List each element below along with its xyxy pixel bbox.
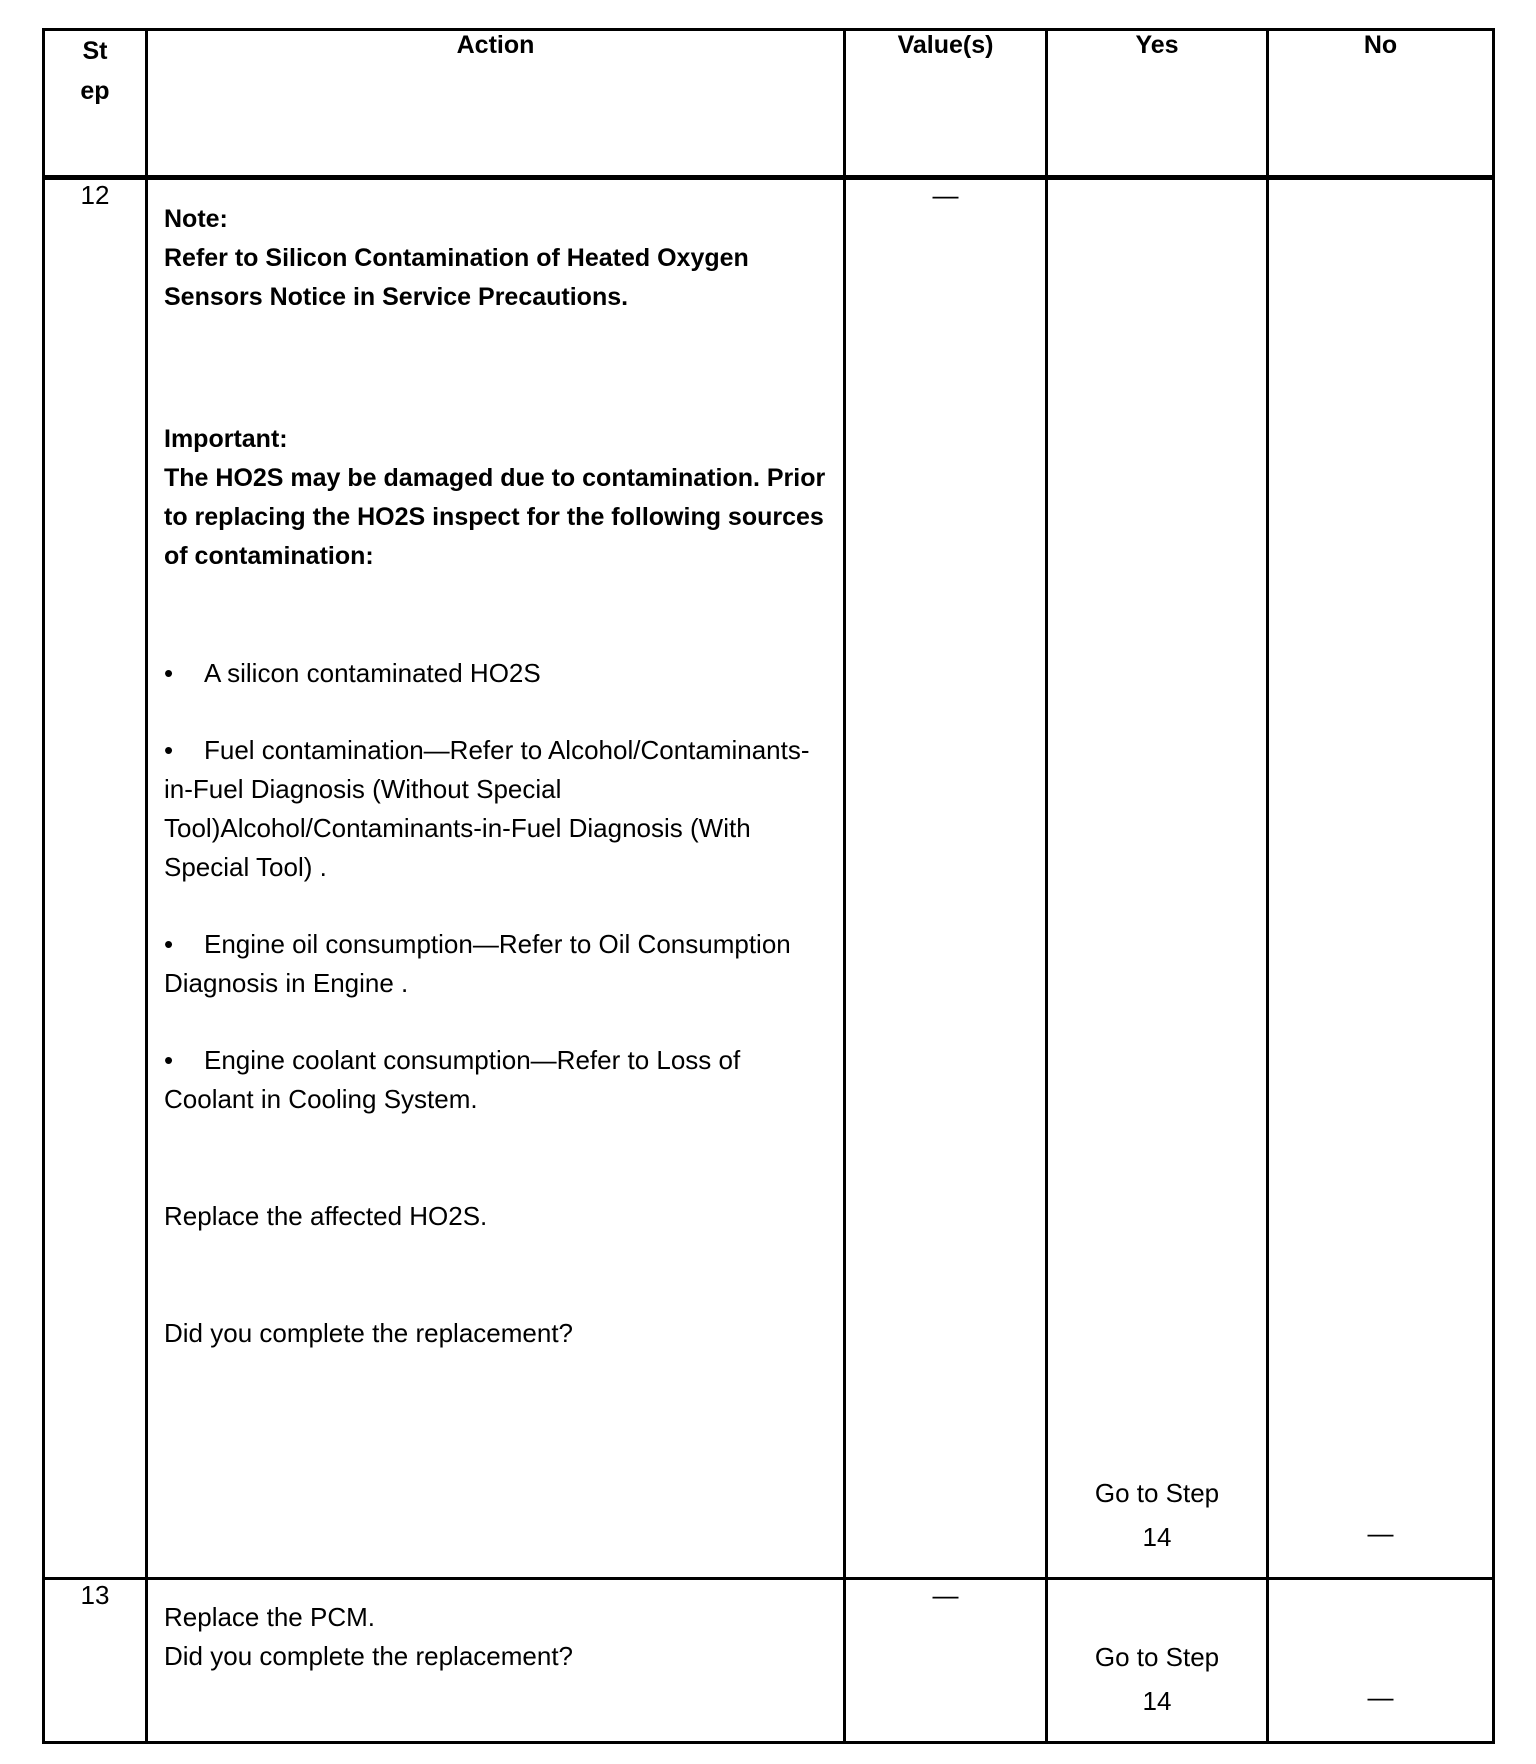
bullet-text: Engine oil consumption—Refer to Oil Consumption Diagnosis in Engine . (164, 929, 791, 998)
bullet-symbol: • (164, 929, 174, 959)
header-action: Action (147, 30, 845, 178)
action-cell (147, 1579, 845, 1743)
instruction-text: Replace the PCM. (164, 1602, 375, 1632)
value-cell: — (845, 178, 1047, 1579)
no-value: — (1367, 1682, 1394, 1712)
note-label: Note: (164, 205, 228, 233)
bullet-item (164, 654, 827, 693)
header-step (44, 30, 147, 178)
bullet-item (164, 925, 827, 1003)
action-cell (147, 178, 845, 1579)
note-text: Refer to Silicon Contamination of Heated Oxygen Sensors Notice in Service Precautions. (164, 244, 749, 311)
header-no: No (1268, 30, 1494, 178)
header-yes: Yes (1047, 30, 1268, 178)
no-cell (1268, 1579, 1494, 1743)
diagnostic-table (42, 28, 1495, 1744)
yes-link-label: Go to Step (1094, 1642, 1220, 1672)
bullet-text: A silicon contaminated HO2S (204, 658, 541, 688)
yes-link-label: Go to Step (1094, 1478, 1220, 1508)
bullet-symbol: • (164, 1045, 174, 1075)
bullet-item (164, 1041, 827, 1119)
bullet-symbol: • (164, 658, 174, 688)
step-number: 12 (44, 178, 147, 1579)
header-values: Value(s) (845, 30, 1047, 178)
question-text: Did you complete the replacement? (164, 1318, 574, 1348)
yes-cell (1047, 1579, 1268, 1743)
yes-link-step: 14 (1142, 1522, 1172, 1552)
question-text: Did you complete the replacement? (164, 1641, 574, 1671)
table-row-step-12 (44, 178, 1494, 1579)
important-text: The HO2S may be damaged due to contamination. Prior to replacing the HO2S inspect for the following sources of contamination: (164, 464, 826, 570)
bullet-text: Engine coolant consumption—Refer to Loss of Coolant in Cooling System. (164, 1045, 741, 1114)
important-label: Important: (164, 425, 288, 453)
instruction-text: Replace the affected HO2S. (164, 1201, 488, 1231)
header-step-line2: ep (80, 77, 110, 105)
yes-link-step: 14 (1142, 1686, 1172, 1716)
step-number: 13 (44, 1579, 147, 1743)
bullet-item (164, 731, 827, 887)
table-header-row (44, 30, 1494, 178)
yes-cell (1047, 178, 1268, 1579)
no-cell (1268, 178, 1494, 1579)
no-value: — (1367, 1518, 1394, 1548)
header-step-line1: St (82, 37, 108, 65)
bullet-text: Fuel contamination—Refer to Alcohol/Contaminants-in-Fuel Diagnosis (Without Special Tool)Alcohol/Contaminants-in-Fuel Diagnosis (With Special Tool) . (164, 735, 810, 882)
bullet-symbol: • (164, 735, 174, 765)
value-cell: — (845, 1579, 1047, 1743)
table-row-step-13 (44, 1579, 1494, 1743)
